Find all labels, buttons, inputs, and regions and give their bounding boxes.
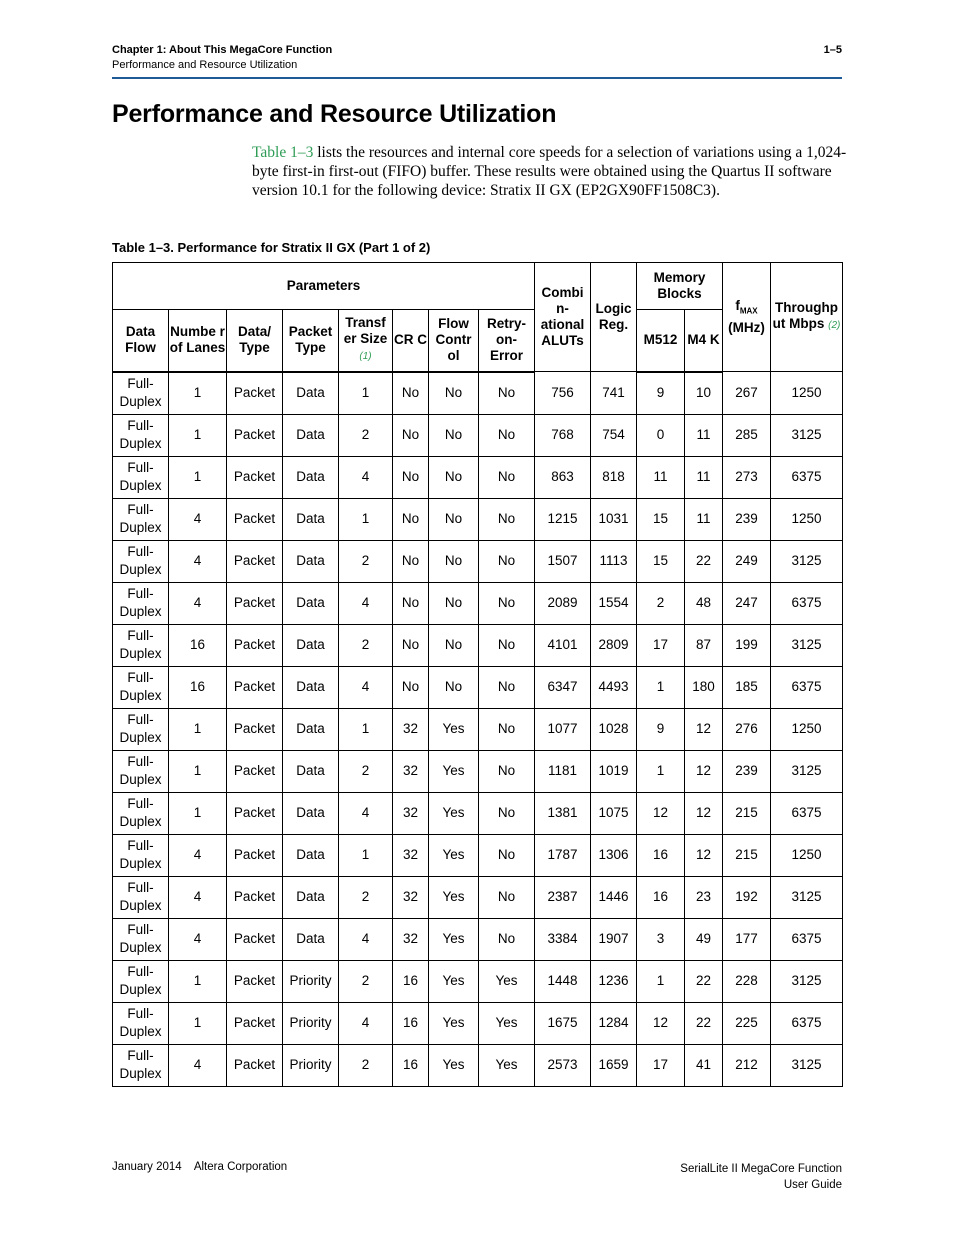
transfer-size-cell: 1 xyxy=(339,372,393,415)
retry-cell: No xyxy=(479,834,535,876)
crc-cell: 32 xyxy=(393,750,429,792)
packet-type-header: Packet Type xyxy=(283,310,339,372)
crc-cell: No xyxy=(393,372,429,415)
aluts-cell: 768 xyxy=(535,414,591,456)
retry-cell: No xyxy=(479,372,535,415)
retry-cell: No xyxy=(479,708,535,750)
logic-reg-cell: 1019 xyxy=(591,750,637,792)
m512-cell: 9 xyxy=(637,708,685,750)
lanes-cell: 1 xyxy=(169,750,227,792)
data-type-cell: Packet xyxy=(227,1044,283,1086)
data-type-cell: Packet xyxy=(227,624,283,666)
transfer-size-cell: 4 xyxy=(339,792,393,834)
fmax-cell: 276 xyxy=(723,708,771,750)
throughput-cell: 6375 xyxy=(771,456,843,498)
crc-cell: No xyxy=(393,456,429,498)
throughput-cell: 1250 xyxy=(771,708,843,750)
flow-control-header: Flow Contr ol xyxy=(429,310,479,372)
m512-cell: 12 xyxy=(637,792,685,834)
retry-cell: No xyxy=(479,498,535,540)
footer-left: January 2014 Altera Corporation xyxy=(112,1161,288,1173)
crc-cell: No xyxy=(393,582,429,624)
packet-type-cell: Data xyxy=(283,540,339,582)
logic-reg-cell: 1659 xyxy=(591,1044,637,1086)
throughput-cell: 3125 xyxy=(771,960,843,1002)
data-flow-cell: Full- Duplex xyxy=(113,540,169,582)
lanes-cell: 1 xyxy=(169,792,227,834)
transfer-size-cell: 2 xyxy=(339,414,393,456)
crc-cell: 32 xyxy=(393,834,429,876)
m512-cell: 1 xyxy=(637,750,685,792)
memory-blocks-header: Memory Blocks xyxy=(637,263,723,310)
packet-type-cell: Data xyxy=(283,498,339,540)
data-flow-cell: Full- Duplex xyxy=(113,456,169,498)
packet-type-cell: Data xyxy=(283,414,339,456)
m4k-cell: 41 xyxy=(685,1044,723,1086)
table-row xyxy=(113,750,843,792)
page-title: Performance and Resource Utilization xyxy=(112,100,557,128)
aluts-cell: 6347 xyxy=(535,666,591,708)
crc-header: CR C xyxy=(393,310,429,372)
lanes-cell: 1 xyxy=(169,456,227,498)
data-flow-cell: Full- Duplex xyxy=(113,1002,169,1044)
aluts-cell: 2089 xyxy=(535,582,591,624)
data-type-header: Data/ Type xyxy=(227,310,283,372)
logic-reg-cell: 1028 xyxy=(591,708,637,750)
section-label: Performance and Resource Utilization xyxy=(112,59,298,71)
m4k-cell: 11 xyxy=(685,456,723,498)
logic-reg-cell: 1113 xyxy=(591,540,637,582)
packet-type-cell: Data xyxy=(283,792,339,834)
m512-cell: 16 xyxy=(637,876,685,918)
transfer-size-cell: 2 xyxy=(339,540,393,582)
aluts-cell: 2573 xyxy=(535,1044,591,1086)
lanes-cell: 1 xyxy=(169,708,227,750)
data-flow-cell: Full- Duplex xyxy=(113,792,169,834)
transfer-size-cell: 1 xyxy=(339,708,393,750)
flow-control-cell: No xyxy=(429,456,479,498)
flow-control-cell: No xyxy=(429,582,479,624)
m512-cell: 11 xyxy=(637,456,685,498)
fmax-cell: 177 xyxy=(723,918,771,960)
table-xref-link[interactable]: Table 1–3 xyxy=(252,144,314,161)
fmax-header: $f_{MAX}$ (MHz) xyxy=(723,263,771,372)
transfer-size-cell: 4 xyxy=(339,666,393,708)
packet-type-cell: Data xyxy=(283,456,339,498)
lanes-cell: 4 xyxy=(169,582,227,624)
aluts-cell: 4101 xyxy=(535,624,591,666)
data-type-cell: Packet xyxy=(227,750,283,792)
table-row xyxy=(113,372,843,415)
m4k-cell: 180 xyxy=(685,666,723,708)
aluts-cell: 1675 xyxy=(535,1002,591,1044)
m4k-header: M4 K xyxy=(685,310,723,372)
fmax-cell: 267 xyxy=(723,372,771,415)
table-row xyxy=(113,1044,843,1086)
table-caption: Table 1–3. Performance for Stratix II GX (Part 1 of 2) xyxy=(112,240,431,255)
m512-cell: 1 xyxy=(637,666,685,708)
retry-cell: No xyxy=(479,414,535,456)
logic-reg-cell: 1031 xyxy=(591,498,637,540)
fmax-cell: 185 xyxy=(723,666,771,708)
table-row xyxy=(113,414,843,456)
lanes-cell: 4 xyxy=(169,918,227,960)
table-row xyxy=(113,666,843,708)
page-header xyxy=(112,43,842,73)
throughput-cell: 3125 xyxy=(771,624,843,666)
flow-control-cell: No xyxy=(429,414,479,456)
m4k-cell: 49 xyxy=(685,918,723,960)
throughput-cell: 6375 xyxy=(771,582,843,624)
fmax-cell: 249 xyxy=(723,540,771,582)
table-row xyxy=(113,834,843,876)
packet-type-cell: Data xyxy=(283,372,339,415)
flow-control-cell: Yes xyxy=(429,792,479,834)
m4k-cell: 22 xyxy=(685,540,723,582)
data-type-cell: Packet xyxy=(227,876,283,918)
fmax-cell: 239 xyxy=(723,750,771,792)
fmax-cell: 285 xyxy=(723,414,771,456)
data-flow-cell: Full- Duplex xyxy=(113,960,169,1002)
flow-control-cell: Yes xyxy=(429,1002,479,1044)
m512-cell: 0 xyxy=(637,414,685,456)
data-type-cell: Packet xyxy=(227,1002,283,1044)
lanes-cell: 1 xyxy=(169,960,227,1002)
crc-cell: No xyxy=(393,414,429,456)
logic-reg-cell: 1306 xyxy=(591,834,637,876)
table-row xyxy=(113,540,843,582)
throughput-cell: 1250 xyxy=(771,498,843,540)
retry-cell: No xyxy=(479,456,535,498)
logic-reg-cell: 1907 xyxy=(591,918,637,960)
crc-cell: 32 xyxy=(393,918,429,960)
data-flow-cell: Full- Duplex xyxy=(113,750,169,792)
transfer-size-header: Transf er Size (1) xyxy=(339,310,393,372)
table-row xyxy=(113,708,843,750)
flow-control-cell: Yes xyxy=(429,1044,479,1086)
packet-type-cell: Priority xyxy=(283,1044,339,1086)
m512-header: M512 xyxy=(637,310,685,372)
flow-control-cell: Yes xyxy=(429,834,479,876)
transfer-size-cell: 2 xyxy=(339,1044,393,1086)
footnote-2-link[interactable]: (2) xyxy=(828,320,841,331)
lanes-cell: 1 xyxy=(169,414,227,456)
transfer-size-cell: 2 xyxy=(339,750,393,792)
fmax-cell: 199 xyxy=(723,624,771,666)
logic-reg-cell: 1075 xyxy=(591,792,637,834)
m512-cell: 2 xyxy=(637,582,685,624)
retry-cell: No xyxy=(479,624,535,666)
packet-type-cell: Data xyxy=(283,876,339,918)
performance-table xyxy=(112,262,843,1087)
retry-cell: No xyxy=(479,750,535,792)
logic-reg-cell: 818 xyxy=(591,456,637,498)
data-type-cell: Packet xyxy=(227,834,283,876)
aluts-cell: 1787 xyxy=(535,834,591,876)
lanes-cell: 16 xyxy=(169,624,227,666)
crc-cell: 32 xyxy=(393,876,429,918)
throughput-cell: 6375 xyxy=(771,792,843,834)
footer-product: SerialLite II MegaCore Function xyxy=(680,1163,842,1175)
logic-reg-cell: 2809 xyxy=(591,624,637,666)
data-flow-cell: Full- Duplex xyxy=(113,498,169,540)
flow-control-cell: Yes xyxy=(429,876,479,918)
packet-type-cell: Data xyxy=(283,918,339,960)
logic-reg-cell: 1554 xyxy=(591,582,637,624)
logic-reg-cell: 741 xyxy=(591,372,637,415)
retry-cell: No xyxy=(479,792,535,834)
m512-cell: 9 xyxy=(637,372,685,415)
m4k-cell: 22 xyxy=(685,960,723,1002)
header-rule xyxy=(112,77,842,79)
m4k-cell: 10 xyxy=(685,372,723,415)
throughput-cell: 3125 xyxy=(771,540,843,582)
transfer-size-cell: 2 xyxy=(339,876,393,918)
fmax-cell: 228 xyxy=(723,960,771,1002)
retry-cell: Yes xyxy=(479,1044,535,1086)
flow-control-cell: No xyxy=(429,624,479,666)
fmax-cell: 225 xyxy=(723,1002,771,1044)
data-flow-cell: Full- Duplex xyxy=(113,414,169,456)
table-row xyxy=(113,918,843,960)
table-body xyxy=(113,372,843,1087)
table-row xyxy=(113,624,843,666)
crc-cell: No xyxy=(393,624,429,666)
retry-cell: No xyxy=(479,918,535,960)
transfer-size-cell: 4 xyxy=(339,582,393,624)
data-type-cell: Packet xyxy=(227,960,283,1002)
intro-text: lists the resources and internal core speeds for a selection of variations using a 1,024-byte first-in first-out (FIFO) buffer. These results were obtained using the Quartus II software version 10.1 for the following device: Stratix II GX (EP2GX90FF1508C3). xyxy=(252,144,847,200)
lanes-cell: 4 xyxy=(169,540,227,582)
parameters-header: Parameters xyxy=(113,263,535,310)
crc-cell: 32 xyxy=(393,792,429,834)
aluts-cell: 1215 xyxy=(535,498,591,540)
footnote-1-link[interactable]: (1) xyxy=(359,351,372,363)
data-flow-header: Data Flow xyxy=(113,310,169,372)
data-type-cell: Packet xyxy=(227,666,283,708)
crc-cell: No xyxy=(393,498,429,540)
logic-reg-cell: 1236 xyxy=(591,960,637,1002)
fmax-cell: 192 xyxy=(723,876,771,918)
m4k-cell: 12 xyxy=(685,834,723,876)
aluts-cell: 756 xyxy=(535,372,591,415)
packet-type-cell: Priority xyxy=(283,960,339,1002)
throughput-cell: 6375 xyxy=(771,666,843,708)
packet-type-cell: Data xyxy=(283,750,339,792)
m4k-cell: 48 xyxy=(685,582,723,624)
table-row xyxy=(113,1002,843,1044)
fmax-cell: 215 xyxy=(723,792,771,834)
flow-control-cell: Yes xyxy=(429,708,479,750)
flow-control-cell: No xyxy=(429,372,479,415)
flow-control-cell: No xyxy=(429,498,479,540)
retry-cell: No xyxy=(479,540,535,582)
transfer-size-cell: 1 xyxy=(339,834,393,876)
page-number: 1–5 xyxy=(823,44,842,56)
logic-reg-cell: 754 xyxy=(591,414,637,456)
crc-cell: No xyxy=(393,666,429,708)
chapter-label: Chapter 1: About This MegaCore Function xyxy=(112,44,333,56)
m512-cell: 16 xyxy=(637,834,685,876)
data-type-cell: Packet xyxy=(227,918,283,960)
transfer-size-cell: 4 xyxy=(339,456,393,498)
crc-cell: 16 xyxy=(393,1002,429,1044)
lanes-cell: 4 xyxy=(169,876,227,918)
data-flow-cell: Full- Duplex xyxy=(113,708,169,750)
lanes-cell: 1 xyxy=(169,1002,227,1044)
intro-paragraph xyxy=(252,143,847,201)
transfer-size-cell: 2 xyxy=(339,624,393,666)
lanes-cell: 4 xyxy=(169,1044,227,1086)
m512-cell: 12 xyxy=(637,1002,685,1044)
retry-header: Retry- on- Error xyxy=(479,310,535,372)
crc-cell: 16 xyxy=(393,1044,429,1086)
fmax-cell: 247 xyxy=(723,582,771,624)
data-type-cell: Packet xyxy=(227,372,283,415)
throughput-cell: 1250 xyxy=(771,372,843,415)
packet-type-cell: Priority xyxy=(283,1002,339,1044)
lanes-cell: 4 xyxy=(169,834,227,876)
data-flow-cell: Full- Duplex xyxy=(113,666,169,708)
throughput-header: Throughp ut Mbps (2) xyxy=(771,263,843,372)
transfer-size-cell: 4 xyxy=(339,1002,393,1044)
packet-type-cell: Data xyxy=(283,624,339,666)
data-type-cell: Packet xyxy=(227,414,283,456)
data-flow-cell: Full- Duplex xyxy=(113,372,169,415)
m4k-cell: 87 xyxy=(685,624,723,666)
m4k-cell: 22 xyxy=(685,1002,723,1044)
m512-cell: 15 xyxy=(637,540,685,582)
lanes-header: Numbe r of Lanes xyxy=(169,310,227,372)
fmax-cell: 215 xyxy=(723,834,771,876)
data-flow-cell: Full- Duplex xyxy=(113,918,169,960)
logic-reg-cell: 4493 xyxy=(591,666,637,708)
fmax-cell: 239 xyxy=(723,498,771,540)
lanes-cell: 16 xyxy=(169,666,227,708)
data-type-cell: Packet xyxy=(227,498,283,540)
flow-control-cell: No xyxy=(429,666,479,708)
data-flow-cell: Full- Duplex xyxy=(113,1044,169,1086)
packet-type-cell: Data xyxy=(283,834,339,876)
combinational-aluts-header: Combi n- ational ALUTs xyxy=(535,263,591,372)
retry-cell: No xyxy=(479,666,535,708)
throughput-cell: 3125 xyxy=(771,1044,843,1086)
aluts-cell: 3384 xyxy=(535,918,591,960)
data-flow-cell: Full- Duplex xyxy=(113,876,169,918)
packet-type-cell: Data xyxy=(283,666,339,708)
table-row xyxy=(113,876,843,918)
data-flow-cell: Full- Duplex xyxy=(113,582,169,624)
logic-reg-cell: 1284 xyxy=(591,1002,637,1044)
data-type-cell: Packet xyxy=(227,708,283,750)
footer-guide: User Guide xyxy=(783,1179,842,1191)
throughput-cell: 6375 xyxy=(771,1002,843,1044)
m4k-cell: 11 xyxy=(685,498,723,540)
retry-cell: No xyxy=(479,876,535,918)
footer-right xyxy=(680,1161,842,1193)
transfer-size-cell: 1 xyxy=(339,498,393,540)
flow-control-cell: Yes xyxy=(429,750,479,792)
data-type-cell: Packet xyxy=(227,540,283,582)
m512-cell: 1 xyxy=(637,960,685,1002)
m4k-cell: 23 xyxy=(685,876,723,918)
m4k-cell: 11 xyxy=(685,414,723,456)
aluts-cell: 1077 xyxy=(535,708,591,750)
data-type-cell: Packet xyxy=(227,582,283,624)
aluts-cell: 1381 xyxy=(535,792,591,834)
data-flow-cell: Full- Duplex xyxy=(113,834,169,876)
throughput-cell: 3125 xyxy=(771,750,843,792)
m4k-cell: 12 xyxy=(685,792,723,834)
aluts-cell: 1448 xyxy=(535,960,591,1002)
crc-cell: No xyxy=(393,540,429,582)
transfer-size-cell: 4 xyxy=(339,918,393,960)
m512-cell: 17 xyxy=(637,624,685,666)
flow-control-cell: Yes xyxy=(429,918,479,960)
packet-type-cell: Data xyxy=(283,582,339,624)
aluts-cell: 1507 xyxy=(535,540,591,582)
throughput-cell: 3125 xyxy=(771,414,843,456)
lanes-cell: 1 xyxy=(169,372,227,415)
aluts-cell: 2387 xyxy=(535,876,591,918)
retry-cell: No xyxy=(479,582,535,624)
table-row xyxy=(113,456,843,498)
m512-cell: 3 xyxy=(637,918,685,960)
crc-cell: 16 xyxy=(393,960,429,1002)
retry-cell: Yes xyxy=(479,1002,535,1044)
m512-cell: 17 xyxy=(637,1044,685,1086)
packet-type-cell: Data xyxy=(283,708,339,750)
aluts-cell: 1181 xyxy=(535,750,591,792)
data-flow-cell: Full- Duplex xyxy=(113,624,169,666)
table-row xyxy=(113,960,843,1002)
m512-cell: 15 xyxy=(637,498,685,540)
fmax-cell: 273 xyxy=(723,456,771,498)
flow-control-cell: No xyxy=(429,540,479,582)
logic-reg-cell: 1446 xyxy=(591,876,637,918)
data-type-cell: Packet xyxy=(227,792,283,834)
flow-control-cell: Yes xyxy=(429,960,479,1002)
retry-cell: Yes xyxy=(479,960,535,1002)
transfer-size-cell: 2 xyxy=(339,960,393,1002)
throughput-cell: 1250 xyxy=(771,834,843,876)
fmax-cell: 212 xyxy=(723,1044,771,1086)
data-type-cell: Packet xyxy=(227,456,283,498)
crc-cell: 32 xyxy=(393,708,429,750)
table-row xyxy=(113,792,843,834)
table-row xyxy=(113,498,843,540)
m4k-cell: 12 xyxy=(685,750,723,792)
logic-reg-header: Logic Reg. xyxy=(591,263,637,372)
throughput-cell: 3125 xyxy=(771,876,843,918)
lanes-cell: 4 xyxy=(169,498,227,540)
throughput-cell: 6375 xyxy=(771,918,843,960)
m4k-cell: 12 xyxy=(685,708,723,750)
aluts-cell: 863 xyxy=(535,456,591,498)
table-row xyxy=(113,582,843,624)
